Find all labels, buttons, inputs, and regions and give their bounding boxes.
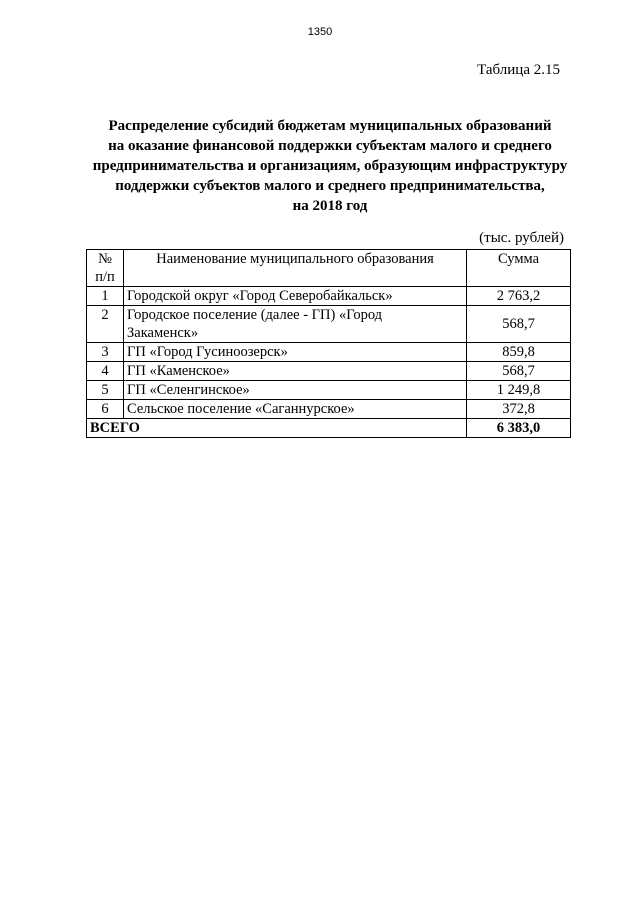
table-header-row (87, 250, 571, 287)
table-row (87, 400, 571, 419)
title-line: предпринимательства и организациям, образующим инфраструктуру (92, 158, 568, 174)
row-sum: 568,7 (467, 362, 571, 381)
table-row (87, 343, 571, 362)
total-sum: 6 383,0 (467, 419, 571, 438)
row-sum: 372,8 (467, 400, 571, 419)
title-line: поддержки субъектов малого и среднего предпринимательства, (115, 178, 545, 194)
row-name: Городской округ «Город Северобайкальск» (124, 287, 467, 306)
header-number (87, 250, 124, 287)
row-name-line1: Городское поселение (далее - ГП) «Город (127, 307, 383, 323)
header-name: Наименование муниципального образования (124, 250, 467, 287)
row-number: 4 (87, 362, 124, 381)
table-row (87, 287, 571, 306)
row-name: Сельское поселение «Саганнурское» (124, 400, 467, 419)
row-sum: 1 249,8 (467, 381, 571, 400)
row-name: ГП «Каменское» (124, 362, 467, 381)
page-number: 1350 (307, 26, 333, 38)
row-number: 1 (87, 287, 124, 306)
row-sum: 2 763,2 (467, 287, 571, 306)
table-row (87, 362, 571, 381)
document-title (80, 116, 580, 216)
row-sum: 568,7 (467, 306, 571, 343)
row-number: 5 (87, 381, 124, 400)
row-number: 2 (87, 306, 124, 343)
row-number: 6 (87, 400, 124, 419)
row-name: ГП «Город Гусиноозерск» (124, 343, 467, 362)
row-sum: 859,8 (467, 343, 571, 362)
title-line: Распределение субсидий бюджетам муниципальных образований (108, 118, 552, 134)
title-line: на 2018 год (292, 198, 368, 214)
table-row (87, 306, 571, 343)
row-name-line2: Закаменск» (127, 325, 199, 341)
row-name (124, 306, 467, 343)
units-label: (тыс. рублей) (479, 230, 564, 246)
header-number-line1: № (98, 251, 112, 267)
row-name: ГП «Селенгинское» (124, 381, 467, 400)
header-number-line2: п/п (95, 269, 115, 285)
header-sum: Сумма (467, 250, 571, 287)
total-label: ВСЕГО (87, 419, 467, 438)
subsidy-table (86, 249, 571, 438)
total-row (87, 419, 571, 438)
table-label: Таблица 2.15 (477, 62, 560, 78)
table-row (87, 381, 571, 400)
title-line: на оказание финансовой поддержки субъектам малого и среднего (108, 138, 552, 154)
row-number: 3 (87, 343, 124, 362)
